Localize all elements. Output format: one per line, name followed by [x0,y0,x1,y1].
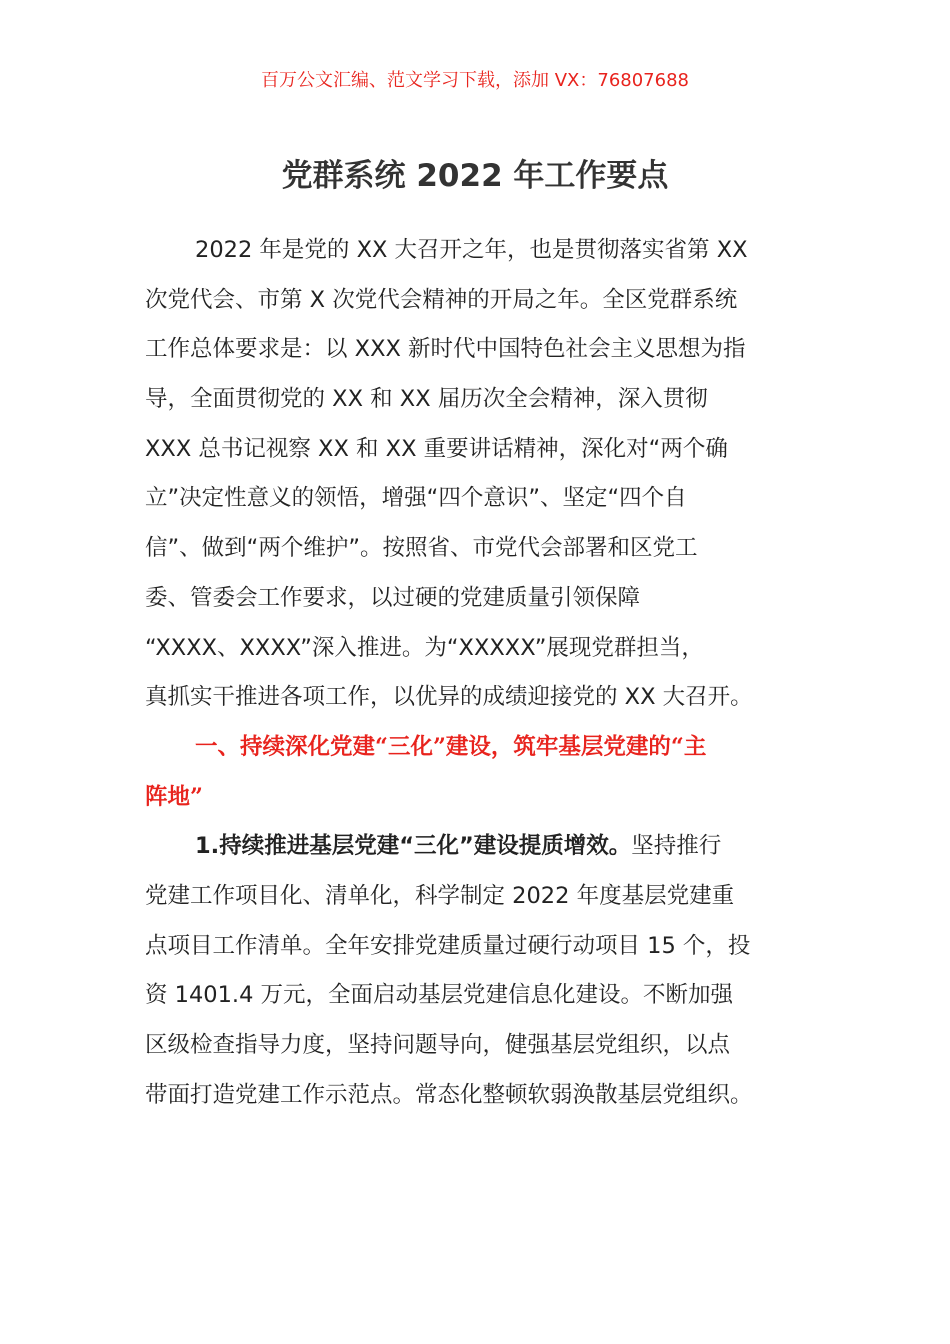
paragraph-line: 工作总体要求是：以 XXX 新时代中国特色社会主义思想为指 [145,336,746,363]
item-bold-lead: 1.持续推进基层党建“三化”建设提质增效。 [195,833,632,860]
paragraph-line: 导，全面贯彻党的 XX 和 XX 届历次全会精神，深入贯彻 [145,386,708,413]
paragraph-line: 带面打造党建工作示范点。常态化整顿软弱涣散基层党组织。 [145,1081,753,1108]
section-heading-line: 一、持续深化党建“三化”建设，筑牢基层党建的“主 [195,733,707,760]
paragraph-line: 立”决定性意义的领悟，增强“四个意识”、坚定“四个自 [145,485,687,512]
paragraph-line: 2022 年是党的 XX 大召开之年，也是贯彻落实省第 XX [195,237,748,263]
document-body [145,226,810,1120]
paragraph-line: 次党代会、市第 X 次党代会精神的开局之年。全区党群系统 [145,286,738,313]
header-note: 百万公文汇编、范文学习下载，添加 VX：76807688 [261,70,689,91]
paragraph-line: 点项目工作清单。全年安排党建质量过硬行动项目 15 个，投 [145,932,751,959]
paragraph-line: XXX 总书记视察 XX 和 XX 重要讲话精神，深化对“两个确 [145,435,728,462]
item-first-line [145,822,810,872]
item-first-line-rest: 坚持推行 [631,833,722,860]
paragraph-line: 党建工作项目化、清单化，科学制定 2022 年度基层党建重 [145,882,735,909]
paragraph-line: 信”、做到“两个维护”。按照省、市党代会部署和区党工 [145,535,698,562]
paragraph-line: “XXXX、XXXX”深入推进。为“XXXXX”展现党群担当， [145,634,704,661]
document-title: 党群系统 2022 年工作要点 [281,158,669,194]
paragraph-line: 资 1401.4 万元，全面启动基层党建信息化建设。不断加强 [145,982,734,1009]
paragraph-line: 区级检查指导力度，坚持问题导向，健强基层党组织，以点 [145,1032,731,1058]
paragraph-line: 委、管委会工作要求，以过硬的党建质量引领保障 [145,584,641,611]
section-heading-line: 阵地” [145,783,203,810]
paragraph-line: 真抓实干推进各项工作，以优异的成绩迎接党的 XX 大召开。 [145,684,753,711]
